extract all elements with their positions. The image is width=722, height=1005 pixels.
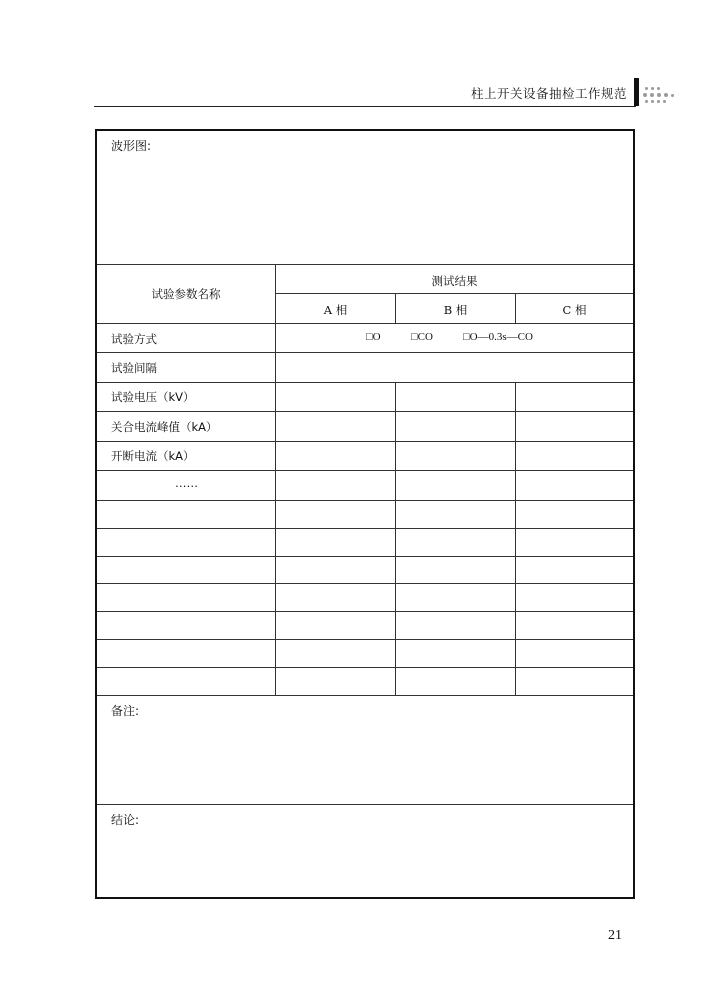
phase-b-header: B 相 <box>443 303 468 317</box>
row-divider <box>97 667 633 668</box>
row-divider <box>97 441 633 442</box>
row-divider <box>97 583 633 584</box>
column-divider <box>515 382 516 695</box>
row-label: 试验间隔 <box>111 361 157 375</box>
row-divider <box>97 556 633 557</box>
row-label: 试验电压（kV） <box>111 390 195 404</box>
param-name-header: 试验参数名称 <box>151 287 221 301</box>
waveform-label: 波形图: <box>111 139 152 153</box>
row-label-ellipsis: …… <box>175 476 198 490</box>
divider <box>97 804 633 805</box>
row-label: 关合电流峰值（kA） <box>111 420 218 434</box>
row-divider <box>97 411 633 412</box>
row-divider <box>97 352 633 353</box>
divider <box>276 293 633 294</box>
test-mode-option-o[interactable]: □O <box>366 331 381 343</box>
result-header: 测试结果 <box>431 274 478 288</box>
header-title: 柱上开关设备抽检工作规范 <box>470 86 627 101</box>
row-label: 试验方式 <box>111 332 157 346</box>
row-label: 开断电流（kA） <box>111 449 195 463</box>
row-divider <box>97 500 633 501</box>
row-divider <box>97 470 633 471</box>
column-divider <box>395 293 396 323</box>
divider <box>97 323 633 324</box>
column-divider <box>395 382 396 695</box>
row-divider <box>97 639 633 640</box>
column-divider <box>275 264 276 695</box>
conclusion-label: 结论: <box>111 813 140 827</box>
row-divider <box>97 528 633 529</box>
divider <box>97 264 633 265</box>
header-bar <box>634 78 639 106</box>
test-mode-option-co[interactable]: □CO <box>411 331 433 343</box>
column-divider <box>515 293 516 323</box>
header-dots-ornament <box>643 84 675 108</box>
header-rule <box>94 106 636 107</box>
phase-c-header: C 相 <box>562 303 587 317</box>
remarks-label: 备注: <box>111 704 140 718</box>
row-divider <box>97 382 633 383</box>
phase-a-header: A 相 <box>323 303 348 317</box>
row-divider <box>97 695 633 696</box>
row-divider <box>97 611 633 612</box>
test-record-form <box>95 129 635 899</box>
test-mode-option-o-co[interactable]: □O—0.3s—CO <box>463 331 533 343</box>
page-number: 21 <box>608 928 622 943</box>
